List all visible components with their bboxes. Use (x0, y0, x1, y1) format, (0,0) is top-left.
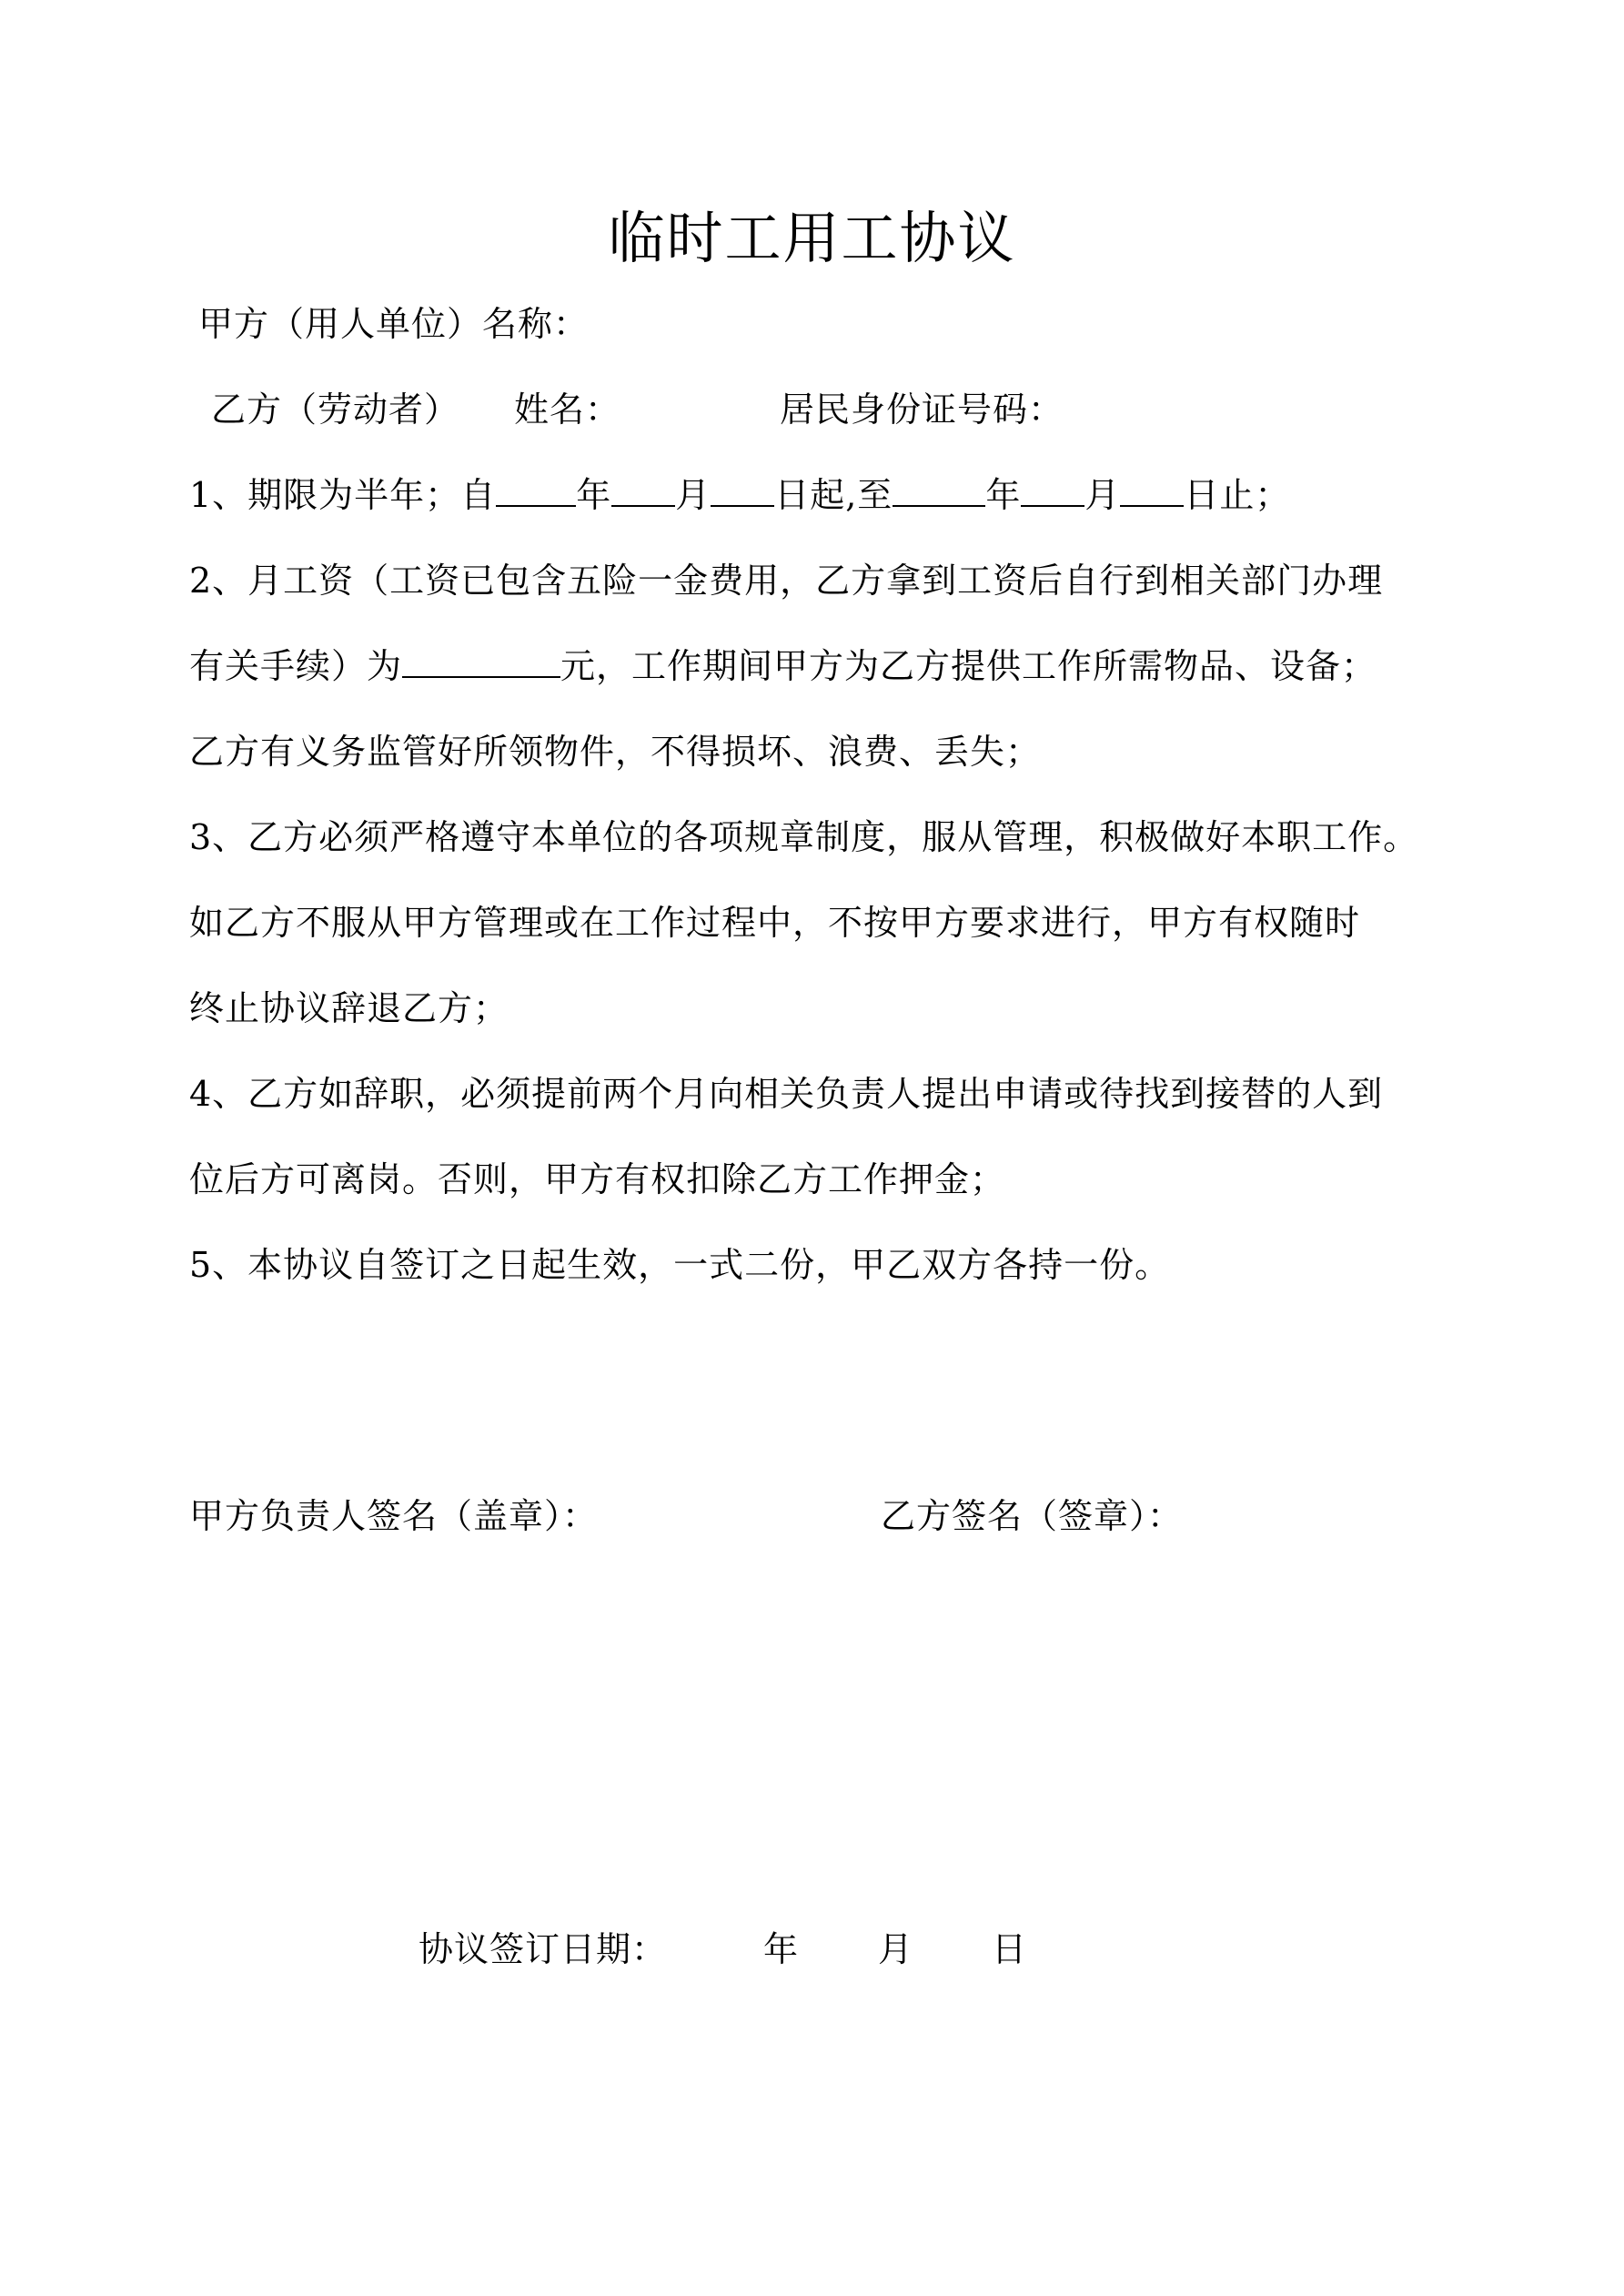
clause-1-day-end: 日止； (1184, 475, 1291, 515)
clause-1-day: 日起,至 (774, 475, 893, 515)
clause-2-salary-suffix: 元，工作期间甲方为乙方提供工作所需物品、设备； (560, 646, 1377, 686)
clause-5-line-1: 5、本协议自签订之日起生效，一式二份，甲乙双方各持一份。 (189, 1245, 1171, 1285)
clause-1 (189, 471, 1290, 519)
party-a-label: 甲方（用人单位）名称： (198, 304, 590, 344)
clause-1-year: 年 (576, 475, 612, 515)
signing-date-month: 月 (878, 1929, 914, 1969)
party-b-name-label: 姓名： (514, 389, 621, 430)
end-day-blank[interactable] (1120, 472, 1184, 507)
clause-2-salary-prefix: 有关手续）为 (189, 646, 403, 686)
end-month-blank[interactable] (1021, 472, 1084, 507)
party-b-signature-label: 乙方签名（签章）： (881, 1496, 1184, 1536)
party-b-id-label: 居民身份证号码： (780, 389, 1064, 430)
clause-2-line-1: 2、月工资（工资已包含五险一金费用，乙方拿到工资后自行到相关部门办理 (189, 561, 1384, 601)
clause-4-line-1: 4、乙方如辞职，必须提前两个月向相关负责人提出申请或待找到接替的人到 (189, 1074, 1384, 1114)
clause-3-line-1: 3、乙方必须严格遵守本单位的各项规章制度，服从管理，积极做好本职工作。 (189, 817, 1419, 857)
clause-1-prefix: 1、期限为半年；自 (189, 475, 497, 515)
start-day-blank[interactable] (711, 472, 774, 507)
clause-1-month-end: 月 (1084, 475, 1121, 515)
clause-3-line-3: 终止协议辞退乙方； (189, 988, 509, 1028)
party-a-signature-label: 甲方负责人签名（盖章）： (189, 1496, 599, 1536)
clause-2-line-2 (189, 642, 1377, 690)
start-year-blank[interactable] (496, 472, 576, 507)
clause-3-line-2: 如乙方不服从甲方管理或在工作过程中，不按甲方要求进行，甲方有权随时 (189, 903, 1361, 943)
clause-1-month: 月 (675, 475, 711, 515)
clause-2-line-3: 乙方有义务监管好所领物件，不得损坏、浪费、丢失； (189, 732, 1042, 772)
signing-date-label: 协议签订日期： (419, 1929, 668, 1969)
document-title: 临时工用工协议 (608, 205, 1016, 271)
end-year-blank[interactable] (893, 472, 985, 507)
clause-4-line-2: 位后方可离岗。否则，甲方有权扣除乙方工作押金； (189, 1159, 1006, 1199)
party-b-label: 乙方（劳动者） (211, 389, 460, 430)
salary-blank[interactable] (402, 643, 560, 678)
signing-date-day: 日 (992, 1929, 1028, 1969)
clause-1-year-end: 年 (985, 475, 1022, 515)
start-month-blank[interactable] (611, 472, 675, 507)
signing-date-year: 年 (763, 1929, 800, 1969)
